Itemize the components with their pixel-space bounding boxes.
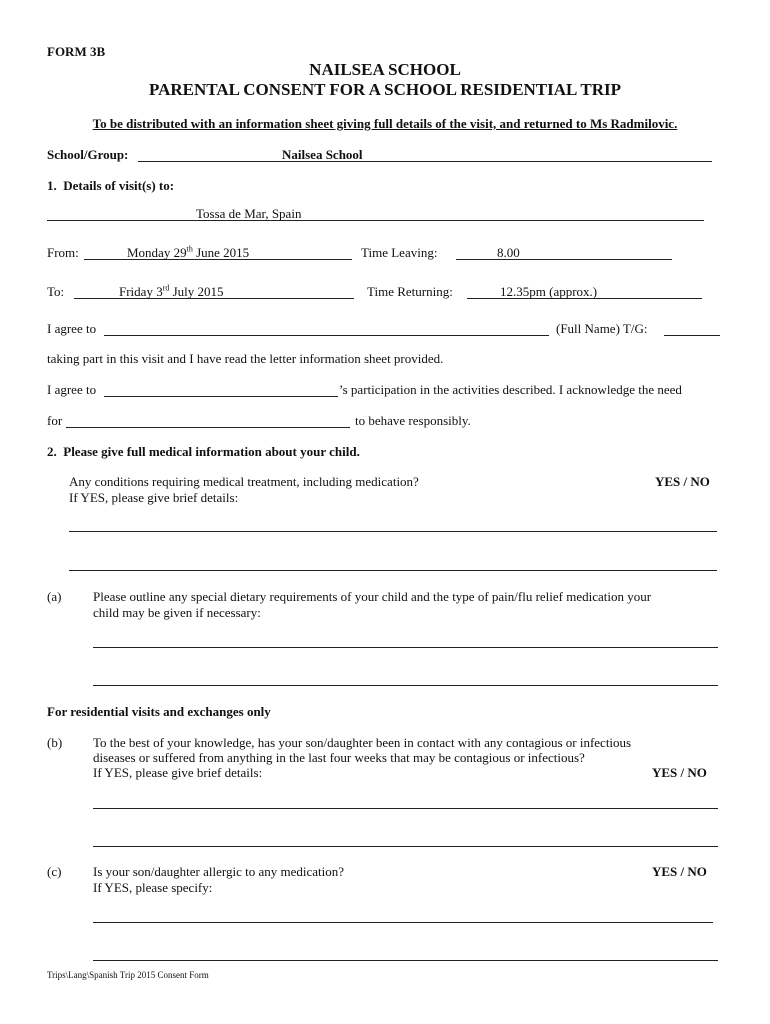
tutor-group-field[interactable] xyxy=(664,335,720,336)
time-leaving-label: Time Leaving: xyxy=(361,245,438,260)
school-title: NAILSEA SCHOOL xyxy=(309,60,461,79)
child-name-field[interactable] xyxy=(104,396,338,397)
item-b-text-3: If YES, please give brief details: xyxy=(93,765,263,780)
item-a-text-1: Please outline any special dietary requirements of your child and the type of pain/flu relief medication your xyxy=(93,589,652,604)
conditions-question: Any conditions requiring medical treatment, including medication? xyxy=(69,474,419,489)
conditions-details-label: If YES, please give brief details: xyxy=(69,490,239,505)
item-b-text-2: diseases or suffered from anything in the last four weeks that may be contagious or infectious? xyxy=(93,750,585,765)
residential-heading: For residential visits and exchanges only xyxy=(47,704,271,719)
section2-heading: 2. Please give full medical information about your child. xyxy=(47,444,360,459)
to-date-value: Friday 3rd July 2015 xyxy=(119,283,224,299)
time-leaving-field[interactable] xyxy=(456,259,672,260)
item-c-text-1: Is your son/daughter allergic to any medication? xyxy=(93,864,345,879)
footer-path: Trips\Lang\Spanish Trip 2015 Consent Form xyxy=(47,970,209,980)
full-name-field[interactable] xyxy=(104,335,549,336)
contagious-yes-no[interactable]: YES / NO xyxy=(652,765,707,780)
distribution-note: To be distributed with an information sheet giving full details of the visit, and returned to Ms Radmilovic. xyxy=(92,116,678,131)
contagious-line-2[interactable] xyxy=(93,846,718,847)
agree2-label: I agree to xyxy=(47,382,97,397)
time-returning-value: 12.35pm (approx.) xyxy=(500,284,598,299)
taking-part-text: taking part in this visit and I have read the letter information sheet provided. xyxy=(47,351,444,366)
form-code: FORM 3B xyxy=(47,44,106,59)
behave-text: to behave responsibly. xyxy=(355,413,471,428)
time-leaving-value: 8.00 xyxy=(497,245,520,260)
for-label: for xyxy=(47,413,63,428)
item-a-label: (a) xyxy=(47,589,62,604)
item-b-text-1: To the best of your knowledge, has your son/daughter been in contact with any contagious or infectious xyxy=(93,735,632,750)
dietary-line-1[interactable] xyxy=(93,647,718,648)
time-returning-label: Time Returning: xyxy=(367,284,453,299)
to-label: To: xyxy=(47,284,65,299)
school-group-label: School/Group: xyxy=(47,147,129,162)
participation-text: ’s participation in the activities described. I acknowledge the need xyxy=(339,382,682,397)
allergy-line-2[interactable] xyxy=(93,960,718,961)
child-name-field-2[interactable] xyxy=(66,427,350,428)
conditions-details-line-2[interactable] xyxy=(69,570,717,571)
destination-field[interactable] xyxy=(47,220,704,221)
conditions-details-line-1[interactable] xyxy=(69,531,717,532)
allergy-yes-no[interactable]: YES / NO xyxy=(652,864,707,879)
school-group-value: Nailsea School xyxy=(282,147,363,162)
dietary-line-2[interactable] xyxy=(93,685,718,686)
conditions-yes-no[interactable]: YES / NO xyxy=(655,474,710,489)
item-a-text-2: child may be given if necessary: xyxy=(93,605,261,620)
item-b-label: (b) xyxy=(47,735,63,750)
destination-value: Tossa de Mar, Spain xyxy=(196,206,302,221)
form-title: PARENTAL CONSENT FOR A SCHOOL RESIDENTIAL TRIP xyxy=(148,80,622,99)
school-group-field[interactable] xyxy=(138,161,712,162)
agree-label: I agree to xyxy=(47,321,97,336)
section1-heading: 1. Details of visit(s) to: xyxy=(47,178,175,193)
item-c-text-2: If YES, please specify: xyxy=(93,880,213,895)
from-date-value: Monday 29th June 2015 xyxy=(127,244,250,260)
contagious-line-1[interactable] xyxy=(93,808,718,809)
allergy-line-1[interactable] xyxy=(93,922,713,923)
from-label: From: xyxy=(47,245,79,260)
full-name-label: (Full Name) T/G: xyxy=(556,321,648,336)
item-c-label: (c) xyxy=(47,864,62,879)
